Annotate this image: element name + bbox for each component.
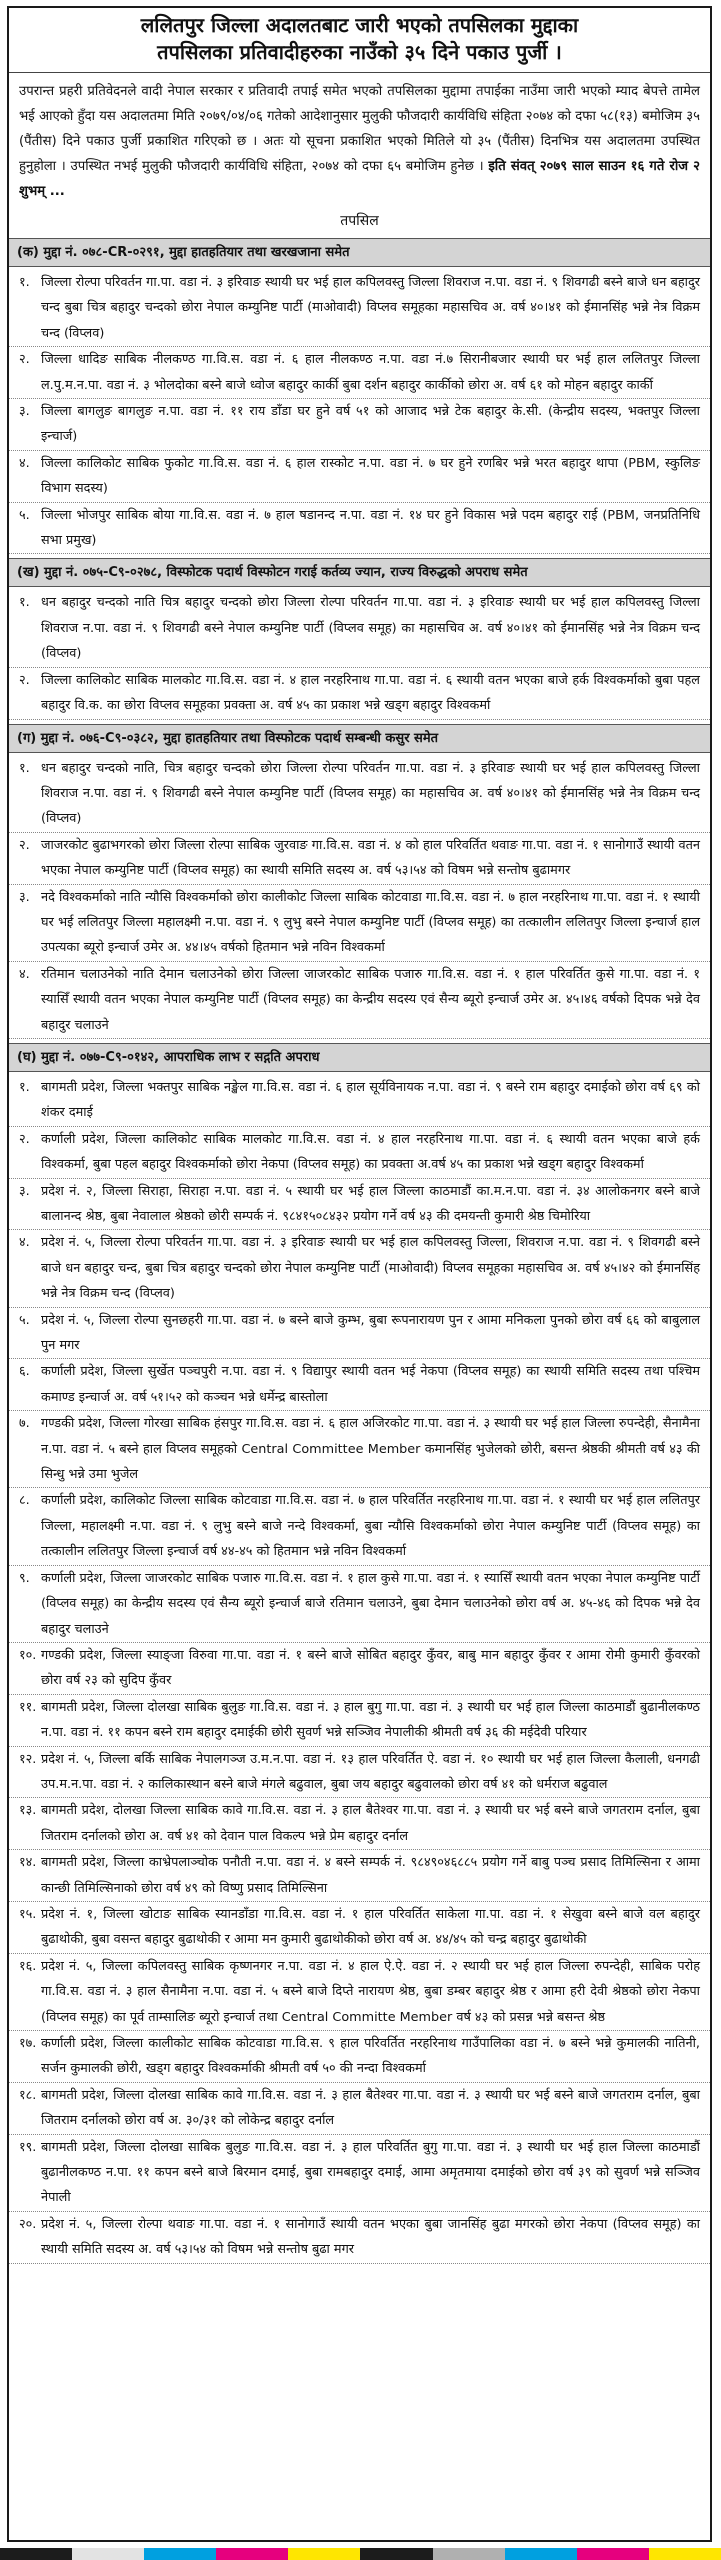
item-text: जिल्ला बागलुङ बागलुङ न.पा. वडा नं. ११ राय डाँडा घर हुने वर्ष ५१ को आजाद भन्ने टेक बहादुर के.सी. (केन्द्रीय सदस्य, भक्तपुर जिल्ला इन्चार्ज) [41,404,700,445]
item-number: ५. [19,507,30,523]
item-text: जिल्ला कालिकोट साबिक मालकोट गा.वि.स. वडा नं. ४ हाल नरहरिनाथ गा.पा. वडा नं. ६ स्थायी वतन भएका बाजे हर्क विश्वकर्माको बुबा पहल बहादुर वि.क. का छोरा विप्लव समूहका प्रवक्ता अ. वर्ष ४५ का प्रकाश भन्ने खड्ग बहादुर विश्वकर्मा [41,672,700,714]
item-text: बागमती प्रदेश, जिल्ला दोलखा साबिक बुलुङ गा.वि.स. वडा नं. ३ हाल बुगु गा.पा. वडा नं. ३ स्थायी घर भई हाल जिल्ला काठमाडौं बुढानीलकण्ठ न.पा. वडा नं. ११ कपन बस्ने राम बहादुर दमाईकी छोरी सुवर्ण भन्ने सञ्जिव नेपालीकी श्रीमती वर्ष ३६ की मईदेवी परियार [41,1699,700,1741]
item-text: नदे विश्वकर्माको नाति न्यौसि विश्वकर्माको छोरा कालीकोट जिल्ला साबिक कोटवाडा गा.वि.स. वडा नं. ७ हाल नरहरिनाथ गा.पा. वडा नं. १ स्थायी घर भई ललितपुर जिल्ला महालक्ष्मी न.पा. वडा नं. ९ लुभु बस्ने नेपाल कम्युनिष्ट पार्टी (विप्लव समूह) का तत्कालीन ललितपुर जिल्ला इन्चार्ज हाल उपत्यका ब्यूरो इन्चार्ज उमेर अ. ४४।४५ वर्षको हितमान भन्ने नविन विश्वकर्मा [41,889,700,956]
item-text: बागमती प्रदेश, जिल्ला दोलखा साबिक बुलुङ गा.वि.स. वडा नं. ३ हाल परिवर्तित बुगु गा.पा. वडा नं. ३ स्थायी घर भई हाल जिल्ला काठमाडौं बुढानीलकण्ठ न.पा. ११ कपन बस्ने बाजे बिरमान दमाई, बुबा रामबहादुर दमाई, आमा अमृतमाया दमाईको छोरा वर्ष ३९ को सुवर्ण भन्ने सञ्जिव नेपाली [41,2139,700,2206]
color-swatch [216,2548,288,2560]
item-text: जाजरकोट बुढाभगरको छोरा जिल्ला रोल्पा साबिक जुरवाङ गा.वि.स. वडा नं. ४ को हाल परिवर्तित थवाङ गा.पा. वडा नं. १ सानोगाउँ स्थायी वतन भएका नेपाल कम्युनिष्ट पार्टी (विप्लव समूह) का स्थायी समिति सदस्य अ. वर्ष ५३।५४ को विषम भन्ने सन्तोष बुढामगर [41,837,700,879]
defendant-item [9,668,710,720]
defendant-item [9,1643,710,1695]
item-number: १. [19,1079,30,1095]
defendant-item [9,1127,710,1179]
notice-title-line-2: तपसिलका प्रतिवादीहरुका नाउँको ३५ दिने पकाउ पुर्जी । [157,40,562,64]
defendant-item [9,399,710,451]
item-number: ११. [19,1699,37,1715]
item-text: प्रदेश नं. २, जिल्ला सिराहा, सिराहा न.पा. वडा नं. ५ स्थायी घर भई हाल जिल्ला काठमाडौं का.म.न.पा. वडा नं. ३४ आलोकनगर बस्ने बाजे बालानन्द श्रेष्ठ, बुबा नेवालाल श्रेष्ठको छोरी सम्पर्क नं. ९८४१५०८४३२ प्रयोग गर्ने वर्ष ४३ की दमयन्ती कुमारी श्रेष्ठ चिमोरिया [41,1183,700,1224]
defendant-item [9,962,710,1039]
color-swatch [288,2548,360,2560]
notice-title [9,8,710,73]
item-text: प्रदेश नं. १, जिल्ला खोटाङ साबिक स्यानडाँडा गा.वि.स. वडा नं. १ हाल परिवर्तित साकेला गा.पा. वडा नं. १ सेखुवा बस्ने बाजे वल बहादुर बुढाथोकी, बुबा वसन्त बहादुर बुढाथोकी र आमा मन कुमारी बुढाथोकीको छोरा वर्ष अ. ४४/४५ को चन्द्र बहादुर बुढाथोकी [41,1906,700,1948]
item-text: प्रदेश नं. ५, जिल्ला कपिलवस्तु साबिक कृष्णनगर न.पा. वडा नं. ४ हाल ऐ.ऐ. वडा नं. २ स्थायी घर भई हाल जिल्ला रुपन्देही, साबिक परोह गा.वि.स. वडा नं. ३ हाल सैनामैना न.पा. वडा नं. ५ बस्ने बाजे दिप्ते नारायण श्रेष्ठ, बुबा डम्बर बहादुर श्रेष्ठ र आमा हरी देवी श्रेष्ठको छोरा नेकपा (विप्लव समूह) का पूर्व ताम्सालिङ ब्यूरो इन्चार्ज तथा Central Committe Member वर्ष ४३ को प्रसन्न भन्ने बसन्त श्रेष्ठ [41,1958,700,2025]
notice-intro [9,73,710,206]
item-text: गण्डकी प्रदेश, जिल्ला गोरखा साबिक हंसपुर गा.वि.स. वडा नं. ६ हाल अजिरकोट गा.पा. वडा नं. ३ स्थायी घर भई हाल जिल्ला रुपन्देही, सैनामैना न.पा. वडा नं. ५ बस्ने हाल विप्लव समूहको Central Committee Member कमानसिंह भुजेलको छोरी, बसन्त श्रेष्ठकी श्रीमती वर्ष ४३ की सिन्धु भन्ने उमा भुजेल [41,1416,700,1483]
item-number: १३. [19,1803,37,1819]
item-text: धन बहादुर चन्दको नाति चित्र बहादुर चन्दको छोरा जिल्ला रोल्पा परिवर्तन गा.पा. वडा नं. ३ इरिवाङ स्थायी घर भई हाल कपिलवस्तु जिल्ला शिवराज न.पा. वडा नं. ९ शिवगढी बस्ने नेपाल कम्युनिष्ट पार्टी (विप्लव समूह) का महासचिव अ. वर्ष ४०।४१ को ईमानसिंह भन्ने नेत्र विक्रम चन्द (विप्लव) [41,595,700,662]
item-text: जिल्ला कालिकोट साबिक फुकोट गा.वि.स. वडा नं. ६ हाल रास्कोट न.पा. वडा नं. ७ घर हुने रणबिर भन्ने भरत बहादुर थापा (PBM, स्कुलिङ विभाग सदस्य) [41,455,700,497]
item-number: ३. [19,889,30,905]
defendant-item [9,833,710,885]
defendant-item [9,1230,710,1307]
item-number: ३. [19,404,30,420]
tapasil-heading: तपसिल [340,213,379,229]
color-swatch [144,2548,216,2560]
item-number: ४. [19,455,30,471]
court-notice [7,6,712,2542]
item-number: ६. [19,1364,30,1380]
defendant-item [9,2083,710,2135]
item-number: २०. [19,2216,37,2232]
defendant-item [9,1308,710,1360]
item-text: प्रदेश नं. ५, जिल्ला रोल्पा सुनछहरी गा.पा. वडा नं. ७ बस्ने बाजे कुम्भ, बुबा रूपनारायण पुन र आमा मनिकला पुनको छोरा वर्ष ६६ को बाबुलाल पुन मगर [41,1312,700,1354]
item-number: ३. [19,1183,30,1199]
item-text: जिल्ला भोजपुर साबिक बोया गा.वि.स. वडा नं. ७ हाल षडानन्द न.पा. वडा नं. १४ घर हुने विकास भन्ने पदम बहादुर राई (PBM, जनप्रतिनिधि सभा प्रमुख) [41,507,700,549]
item-number: २. [19,352,30,368]
defendant-item [9,590,710,667]
defendant-item [9,2212,710,2264]
item-number: १७. [19,2036,37,2051]
defendant-item [9,1411,710,1488]
item-text: गण्डकी प्रदेश, जिल्ला स्याङ्जा विरुवा गा.पा. वडा नं. १ बस्ने बाजे सोबित बहादुर कुँवर, बाबु मान बहादुर कुँवर र आमा रोमी कुमारी कुँवरको छोरा वर्ष २३ को सुदिप कुँवर [41,1647,700,1689]
item-number: २. [19,1131,30,1147]
defendant-item [9,1566,710,1643]
case-section-head: (क) मुद्दा नं. ०७८-CR-०२९१, मुद्दा हातहतियार तथा खरखजाना समेत [9,238,710,267]
item-number: ४. [19,966,30,982]
defendant-item [9,1695,710,1747]
item-number: १२. [19,1751,37,1767]
case-section-head: (ख) मुद्दा नं. ०७५-C९-०२७८, विस्फोटक पदार्थ विस्फोटन गराई कर्तव्य ज्यान, राज्य विरुद्धको अपराध समेत [9,558,710,587]
item-number: ४. [19,1235,30,1251]
defendant-item [9,1075,710,1127]
item-number: १६. [19,1958,37,1974]
defendant-item [9,756,710,833]
item-text: प्रदेश नं. ५, जिल्ला बर्कि साबिक नेपालगञ्ज उ.म.न.पा. वडा नं. १३ हाल परिवर्तित ऐ. वडा नं. १० स्थायी घर भई हाल जिल्ला कैलाली, धनगढी उप.म.न.पा. वडा नं. २ कालिकास्थान बस्ने बाजे मंगले बढुवाल, बुबा जय बहादुर बढुवालको छोरा वर्ष ४१ को धर्मराज बढुवाल [41,1751,700,1792]
defendant-item [9,1359,710,1411]
defendant-item [9,1179,710,1231]
defendant-item [9,1798,710,1850]
item-number: १०. [19,1647,37,1663]
item-number: ५. [19,1312,30,1328]
item-text: कर्णाली प्रदेश, जिल्ला जाजरकोट साबिक पजारु गा.वि.स. वडा नं. १ हाल कुसे गा.पा. वडा नं. १ स्यासिँ स्थायी वतन भएका नेपाल कम्युनिष्ट पार्टी (विप्लव समूह) का केन्द्रीय सदस्य एवं सैन्य ब्यूरो इन्चार्ज बाजे रतिमान चलाउने, बुबा देमान चलाउनेको छोरा वर्ष अ. ४५-४६ को दिपक भन्ने देव बहादुर चलाउने [41,1570,700,1637]
item-text: बागमती प्रदेश, जिल्ला काभ्रेपलाञ्चोक पनौती न.पा. वडा नं. ४ बस्ने सम्पर्क नं. ९८४९०४६८८५ प्रयोग गर्ने बाबु पञ्च प्रसाद तिमिल्सिना र आमा कान्छी तिमिल्सिनाको छोरा वर्ष ४९ को विष्णु प्रसाद तिमिल्सिना [41,1855,700,1896]
defendant-item [9,503,710,555]
item-text: प्रदेश नं. ५, जिल्ला रोल्पा परिवर्तन गा.पा. वडा नं. ३ इरिवाङ स्थायी घर भई हाल कपिलवस्तु जिल्ला, शिवराज न.पा. वडा नं. ९ शिवगढी बस्ने बाजे धन बहादुर चन्द, बुबा चित्र बहादुर चन्दको छोरा नेपाल कम्युनिष्ट पार्टी (माओवादी) विप्लव समूहका महासचिव अ. वर्ष ४५।४२ को ईमानसिंह भन्ने नेत्र विक्रम चन्द (विप्लव) [41,1235,700,1302]
item-number: ७. [19,1416,30,1432]
item-number: १. [19,760,30,776]
defendant-item [9,270,710,347]
item-text: रतिमान चलाउनेको नाति देमान चलाउनेको छोरा जिल्ला जाजरकोट साबिक पजारु गा.वि.स. वडा नं. १ हाल परिवर्तित कुसे गा.पा. वडा नं. १ स्यासिँ स्थायी वतन भएका नेपाल कम्युनिष्ट पार्टी (विप्लव समूह) का केन्द्रीय सदस्य एवं सैन्य ब्यूरो इन्चार्ज उमेर अ. ४५।४६ वर्षको दिपक भन्ने देव बहादुर चलाउने [41,966,700,1033]
item-number: १४. [19,1855,37,1871]
defendant-item [9,451,710,503]
case-section-head: (घ) मुद्दा नं. ०७७-C९-०१४२, आपराधिक लाभ र सद्गति अपराध [9,1043,710,1072]
defendant-item [9,2031,710,2083]
defendant-item [9,1850,710,1902]
defendant-item [9,1747,710,1799]
defendant-item [9,1488,710,1565]
case-section-head: (ग) मुद्दा नं. ०७६-C९-०३८२, मुद्दा हातहतियार तथा विस्फोटक पदार्थ सम्बन्धी कसुर समेत [9,724,710,753]
intro-text: उपरान्त प्रहरी प्रतिवेदनले वादी नेपाल सरकार र प्रतिवादी तपाई समेत भएको तपसिलका मुद्दामा तपाईका नाउँमा जारी भएको म्याद बेपत्ते तामेल भई आएको हुँदा यस अदालतमा मिति २०७९/०४/०६ गतेको आदेशानुसार मुलुकी फौजदारी कार्यविधि संहिता २०७४ को दफा ५८(१३) बमोजिम ३५ (पैंतीस) दिने पकाउ पुर्जी प्रकाशित गरिएको छ । अतः यो सूचना प्रकाशित भएको मितिले यो ३५ (पैंतीस) दिनभित्र यस अदालतमा उपस्थित हुनुहोला । उपस्थित नभई मुलुकी फौजदारी कार्यविधि संहिता, २०७४ को दफा ६५ बमोजिम हुनेछ । [19,84,700,174]
item-text: कर्णाली प्रदेश, जिल्ला कालिकोट साबिक मालकोट गा.वि.स. वडा नं. ४ हाल नरहरिनाथ गा.पा. वडा नं. ६ स्थायी वतन भएका बाजे हर्क विश्वकर्मा, बुबा पहल बहादुर विश्वकर्माको छोरा नेकपा (विप्लव समूह) का प्रवक्ता अ.वर्ष ४५ का प्रकाश भन्ने खड्ग बहादुर विश्वकर्मा [41,1131,700,1173]
item-text: प्रदेश नं. ५, जिल्ला रोल्पा थवाङ गा.पा. वडा नं. १ सानोगाउँ स्थायी वतन भएका बुबा जानसिंह बुढा मगरको छोरा नेकपा (विप्लव समूह) का स्थायी समिति सदस्य अ. वर्ष ५३।५४ को विषम भन्ने सन्तोष बुढा मगर [41,2216,700,2258]
item-number: १९. [19,2139,37,2155]
item-text: कर्णाली प्रदेश, कालिकोट जिल्ला साबिक कोटवाडा गा.वि.स. वडा नं. ७ हाल परिवर्तित नरहरिनाथ गा.पा. वडा नं. १ स्थायी घर भई हाल ललितपुर जिल्ला, महालक्ष्मी न.पा. वडा नं. ९ लुभु बस्ने बाजे नन्दे विश्वकर्मा, बुबा न्यौसि विश्वकर्माको छोरा नेपाल कम्युनिष्ट पार्टी (विप्लव समूह) का तत्कालीन ललितपुर जिल्ला इन्चार्ज वर्ष ४४-४५ को हितमान भन्ने नविन विश्वकर्मा [41,1493,700,1560]
item-number: २. [19,672,30,688]
item-text: जिल्ला रोल्पा परिवर्तन गा.पा. वडा नं. ३ इरिवाङ स्थायी घर भई हाल कपिलवस्तु जिल्ला शिवराज न.पा. वडा नं. ९ शिवगढी बस्ने बाजे धन बहादुर चन्द बुबा चित्र बहादुर चन्दको छोरा नेपाल कम्युनिष्ट पार्टी (माओवादी) विप्लव समूहका महासचिव अ. वर्ष ४०।४१ को ईमानसिंह भन्ने नेत्र विक्रम चन्द (विप्लव) [41,275,700,341]
item-text: कर्णाली प्रदेश, जिल्ला सुर्खेत पञ्चपुरी न.पा. वडा नं. ९ विद्यापुर स्थायी वतन भई नेकपा (विप्लव समूह) का स्थायी समिति सदस्य तथा पश्चिम कमाण्ड इन्चार्ज अ. वर्ष ५१।५२ को कञ्चन भन्ने धर्मेन्द्र बास्तोला [41,1364,700,1405]
item-number: ८. [19,1493,30,1509]
item-text: बागमती प्रदेश, जिल्ला दोलखा साबिक कावे गा.वि.स. वडा नं. ३ हाल बैतेश्वर गा.पा. वडा नं. ३ स्थायी घर भई बस्ने बाजे जगतराम दर्नाल, बुबा जितराम दर्नालको छोरा वर्ष अ. ३०/३१ को लोकेन्द्र बहादुर दर्नाल [41,2087,700,2129]
item-number: ९. [19,1570,30,1586]
color-swatch [72,2548,144,2560]
item-text: धन बहादुर चन्दको नाति, चित्र बहादुर चन्दको छोरा जिल्ला रोल्पा परिवर्तन गा.पा. वडा नं. ३ इरिवाङ स्थायी घर भई हाल कपिलवस्तु जिल्ला शिवराज न.पा. वडा नं. ९ शिवगढी बस्ने नेपाल कम्युनिष्ट पार्टी (विप्लव समूह) का महासचिव अ. वर्ष ४०।४१ को ईमानसिंह भन्ने नेत्र विक्रम चन्द (विप्लव) [41,760,700,827]
item-number: १. [19,595,30,611]
color-swatch [0,2548,72,2560]
color-swatch [649,2548,721,2560]
case-sections [9,238,710,2264]
defendant-item [9,2135,710,2212]
color-swatch [505,2548,577,2560]
item-text: जिल्ला धादिङ साबिक नीलकण्ठ गा.वि.स. वडा नं. ६ हाल नीलकण्ठ न.पा. वडा नं.७ सिरानीबजार स्थायी घर भई हाल ललितपुर जिल्ला ल.पु.म.न.पा. वडा नं. ३ भोलदोका बस्ने बाजे ध्वोज बहादुर कार्की बुबा दर्शन बहादुर कार्कीको छोरा अ. वर्ष ६१ को मोहन बहादुर कार्की [41,352,700,393]
color-swatch [577,2548,649,2560]
item-text: कर्णाली प्रदेश, जिल्ला कालीकोट साबिक कोटवाडा गा.वि.स. ९ हाल परिवर्तित नरहरिनाथ गाउँपालिका वडा नं. ७ बस्ने भन्ने कुमालकी नातिनी, सर्जन कुमालकी छोरी, खड्ग बहादुर विश्वकर्माकी श्रीमती वर्ष ५० की नन्दा विश्वकर्मा [41,2036,700,2077]
defendant-item [9,1954,710,2031]
defendant-item [9,885,710,962]
item-number: १. [19,275,30,290]
intro-date: इति संवत् २०७९ साल साउन १६ गते रोज २ शुभम् ... [19,159,701,199]
item-number: २. [19,837,30,853]
defendant-item [9,1902,710,1954]
defendant-item [9,347,710,399]
print-color-bar [0,2548,721,2560]
item-number: १८. [19,2087,37,2103]
item-text: बागमती प्रदेश, दोलखा जिल्ला साबिक कावे गा.वि.स. वडा नं. ३ हाल बैतेश्वर गा.पा. वडा नं. ३ स्थायी घर भई बस्ने बाजे जगतराम दर्नाल, बुबा जितराम दर्नालको छोरा अ. वर्ष ४१ को देवान पाल विकल्प भन्ने प्रेम बहादुर दर्नाल [41,1803,700,1844]
item-number: १५. [19,1906,37,1922]
color-swatch [433,2548,505,2560]
item-text: बागमती प्रदेश, जिल्ला भक्तपुर साबिक नङ्खेल गा.वि.स. वडा नं. ६ हाल सूर्यविनायक न.पा. वडा नं. ९ बस्ने राम बहादुर दमाईको छोरा वर्ष ६९ को शंकर दमाई [41,1079,700,1121]
notice-title-line-1: ललितपुर जिल्ला अदालतबाट जारी भएको तपसिलका मुद्दाका [140,13,579,37]
color-swatch [360,2548,432,2560]
